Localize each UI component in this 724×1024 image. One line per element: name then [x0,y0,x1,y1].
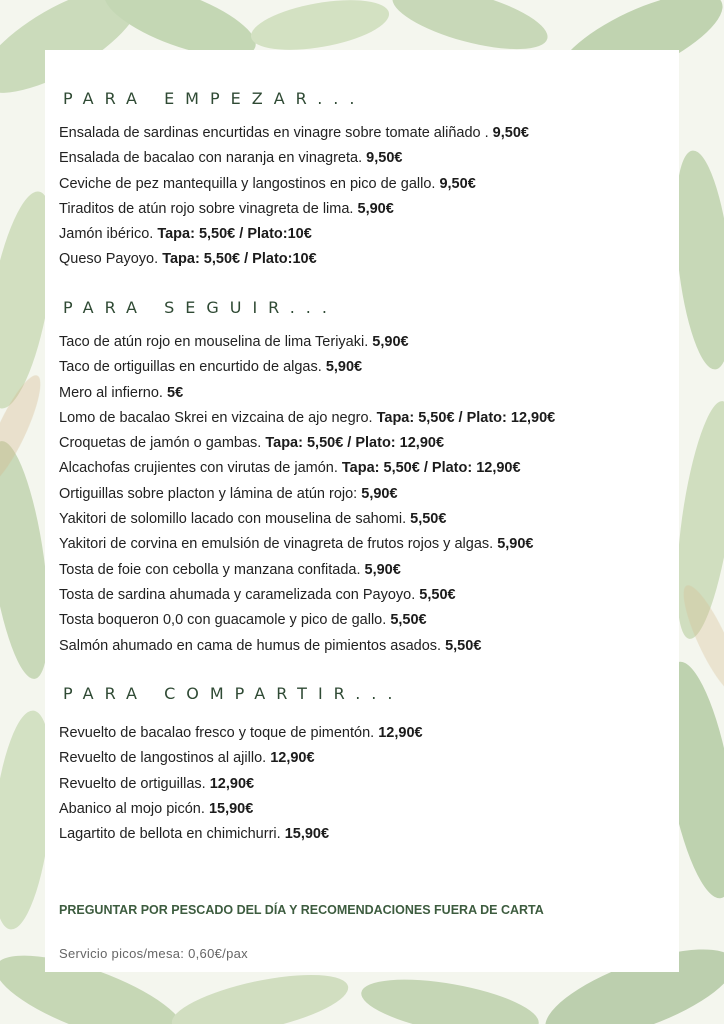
menu-item [59,532,555,557]
item-name: Ortiguillas sobre placton y lámina de atún rojo: [59,485,358,502]
item-name: Mero al infierno. [59,384,163,401]
item-price: 5,90€ [497,536,534,553]
menu-item [59,330,555,355]
menu-item [59,583,555,608]
item-price: 5€ [167,384,184,401]
item-name: Queso Payoyo. [59,251,159,268]
menu-item [59,355,555,380]
menu-item [59,197,529,222]
item-name: Ensalada de sardinas encurtidas en vinagre sobre tomate aliñado . [59,125,489,141]
item-price: 9,50€ [366,150,403,167]
item-name: Yakitori de solomillo lacado con mouselina de sahomi. [59,511,407,528]
item-price: Tapa: 5,50€ / Plato: 12,90€ [341,460,521,477]
item-name: Abanico al mojo picón. [59,800,205,817]
item-price: 5,90€ [364,561,401,578]
item-price: 12,90€ [378,725,423,741]
item-name: Alcachofas crujientes con virutas de jamón. [59,460,338,477]
item-price: 5,50€ [410,511,447,528]
menu-item [59,608,555,633]
item-price: 5,90€ [372,334,409,350]
item-name: Lagartito de bellota en chimichurri. [59,826,281,843]
menu-item [59,406,555,431]
item-name: Salmón ahumado en cama de humus de pimientos asados. [59,637,442,654]
item-name: Revuelto de bacalao fresco y toque de pimentón. [59,725,375,741]
item-name: Ceviche de pez mantequilla y langostinos en pico de gallo. [59,175,436,192]
item-price: 12,90€ [270,750,315,767]
menu-item [59,797,423,822]
menu-item [59,822,423,847]
item-price: 5,90€ [325,359,363,376]
item-price: 5,50€ [445,637,482,654]
menu-card [45,50,679,972]
item-price: Tapa: 5,50€ / Plato: 12,90€ [376,409,556,426]
menu-item [59,456,555,481]
item-name: Tiraditos de atún rojo sobre vinagreta de lima. [59,200,354,217]
service-charge: Servicio picos/mesa: 0,60€/pax [59,946,248,961]
item-price: Tapa: 5,50€ / Plato: 12,90€ [265,435,445,452]
menu-item [59,146,529,171]
item-price: Tapa: 5,50€ / Plato:10€ [162,251,317,268]
menu-item [59,431,555,456]
menu-item [59,482,555,507]
item-name: Taco de ortiguillas en encurtido de algas. [59,359,322,376]
menu-item [59,172,529,197]
section-list-compartir [59,721,423,847]
item-price: 5,90€ [361,485,398,502]
menu-item [59,634,555,659]
menu-item [59,721,423,746]
item-name: Taco de atún rojo en mouselina de lima Teriyaki. [59,334,369,350]
menu-item [59,247,529,272]
menu-item [59,381,555,406]
item-name: Revuelto de langostinos al ajillo. [59,750,267,767]
item-name: Ensalada de bacalao con naranja en vinagreta. [59,150,363,167]
leaf-decoration [357,969,543,1024]
item-price: 15,90€ [284,826,330,843]
item-price: Tapa: 5,50€ / Plato:10€ [157,226,312,243]
item-name: Lomo de bacalao Skrei en vizcaina de ajo negro. [59,409,373,426]
section-title-compartir: PARA COMPARTIR... [63,684,404,703]
item-name: Revuelto de ortiguillas. [59,775,206,792]
item-name: Croquetas de jamón o gambas. [59,435,262,452]
item-price: 5,50€ [390,612,427,629]
fish-of-the-day-note: PREGUNTAR POR PESCADO DEL DÍA Y RECOMENDACIONES FUERA DE CARTA [59,903,544,917]
item-name: Jamón ibérico. [59,226,154,243]
menu-item [59,222,529,247]
menu-item [59,558,555,583]
item-name: Tosta boqueron 0,0 con guacamole y pico de gallo. [59,612,387,629]
item-price: 12,90€ [209,775,255,792]
menu-item [59,121,529,146]
menu-item [59,772,423,797]
item-price: 15,90€ [208,800,254,817]
item-name: Tosta de sardina ahumada y caramelizada con Payoyo. [59,586,416,603]
section-list-empezar [59,121,529,273]
menu-item [59,746,423,771]
item-price: 5,90€ [357,200,394,217]
item-price: 9,50€ [439,175,476,192]
section-title-seguir: PARA SEGUIR... [63,298,338,317]
item-price: 9,50€ [492,125,529,141]
menu-item [59,507,555,532]
item-name: Yakitori de corvina en emulsión de vinagreta de frutos rojos y algas. [59,536,494,553]
item-name: Tosta de foie con cebolla y manzana confitada. [59,561,361,578]
item-price: 5,50€ [419,586,456,603]
section-list-seguir [59,330,555,659]
section-title-empezar: PARA EMPEZAR... [63,89,366,108]
